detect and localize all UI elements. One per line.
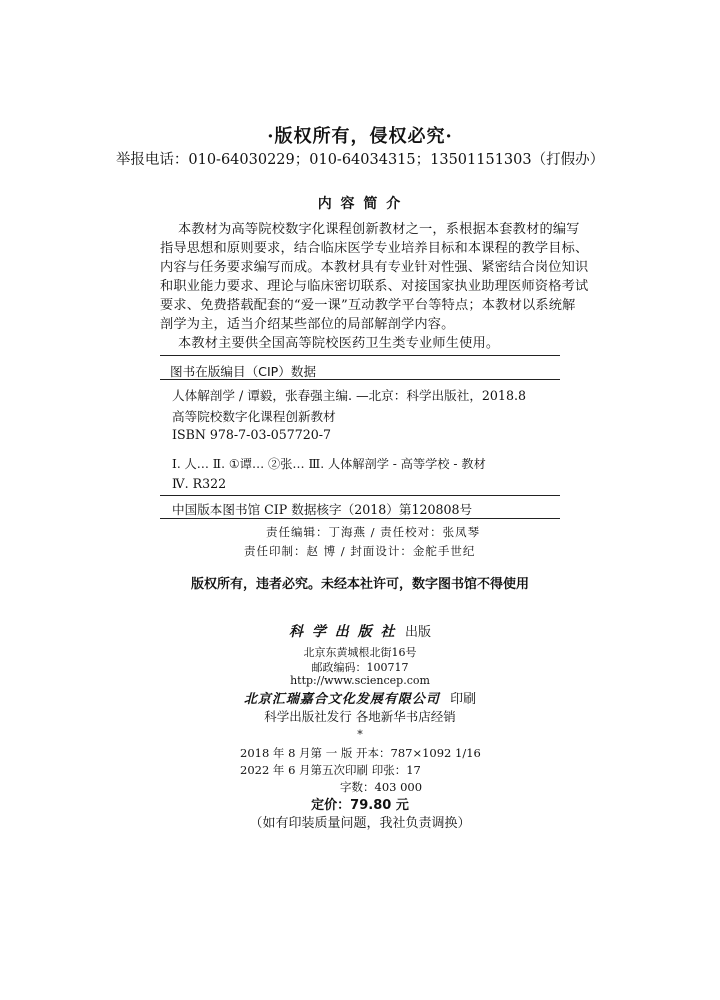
cip-heading: 图书在版编目（CIP）数据: [170, 364, 317, 379]
edition-line: 2022 年 6 月第五次印刷 印张：17: [240, 763, 421, 777]
price: 定价：79.80 元: [311, 798, 409, 813]
summary-line: 和职业能力要求、理论与临床密切联系、对接国家执业助理医师资格考试: [160, 279, 589, 294]
distribution-line: 科学出版社发行 各地新华书店经销: [264, 709, 456, 724]
publisher-website: http://www.sciencep.com: [290, 674, 430, 687]
printer-name: 北京汇瑞嘉合文化发展有限公司: [243, 692, 440, 707]
publisher-name: 科 学 出 版 社: [289, 624, 397, 640]
cip-line: ISBN 978-7-03-057720-7: [172, 427, 332, 442]
publisher-line: [0, 621, 720, 641]
separator-asterisk: *: [357, 728, 363, 741]
edition-line: 2018 年 8 月第 一 版 开本：787×1092 1/16: [240, 746, 481, 760]
publisher-suffix: 出版: [404, 625, 431, 640]
summary-line: 本教材主要供全国高等院校医药卫生类专业师生使用。: [178, 336, 500, 351]
quality-notice: （如有印装质量问题，我社负责调换）: [249, 816, 471, 831]
summary-line: 内容与任务要求编写而成。本教材具有专业针对性强、紧密结合岗位知识: [160, 260, 589, 275]
cip-line: 人体解剖学 / 谭毅，张春强主编. —北京：科学出版社，2018.8: [172, 388, 526, 403]
summary-heading: 内 容 简 介: [317, 196, 403, 212]
cip-rule: [160, 495, 560, 496]
publisher-postcode: 邮政编码：100717: [311, 661, 409, 674]
cip-line: 高等院校数字化课程创新教材: [172, 409, 336, 424]
cip-mid-rule: [160, 379, 560, 380]
report-phone-line: 举报电话：010-64030229；010-64034315；13501151303（打假办）: [115, 152, 605, 168]
cip-line: Ⅰ. 人… Ⅱ. ①谭… ②张… Ⅲ. 人体解剖学 - 高等学校 - 教材: [172, 457, 486, 471]
summary-line: 本教材为高等院校数字化课程创新教材之一，系根据本套教材的编写: [178, 222, 580, 237]
editors-line: 责任印制：赵 博 / 封面设计：金舵手世纪: [244, 544, 476, 558]
edition-line: 字数：403 000: [340, 780, 423, 794]
editors-line: 责任编辑：丁海燕 / 责任校对：张凤琴: [266, 525, 481, 539]
cip-top-rule: [160, 355, 560, 356]
copyright-title: ·版权所有，侵权必究·: [267, 126, 453, 147]
summary-line: 指导思想和原则要求，结合临床医学专业培养目标和本课程的教学目标、: [160, 241, 589, 256]
publisher-address: 北京东黄城根北街16号: [303, 646, 417, 659]
summary-line: 剖学为主，适当介绍某些部位的局部解剖学内容。: [160, 317, 455, 332]
rights-notice: 版权所有，违者必究。未经本社许可，数字图书馆不得使用: [190, 577, 529, 592]
cip-line: Ⅳ. R322: [172, 476, 227, 491]
summary-line: 要求、免费搭载配套的“爱一课”互动教学平台等特点；本教材以系统解: [160, 298, 576, 313]
cip-verify-number: 中国版本图书馆 CIP 数据核字（2018）第120808号: [172, 502, 473, 517]
printer-suffix: 印刷: [450, 692, 477, 707]
printer-line: [0, 688, 720, 707]
cip-bottom-rule: [160, 518, 560, 519]
